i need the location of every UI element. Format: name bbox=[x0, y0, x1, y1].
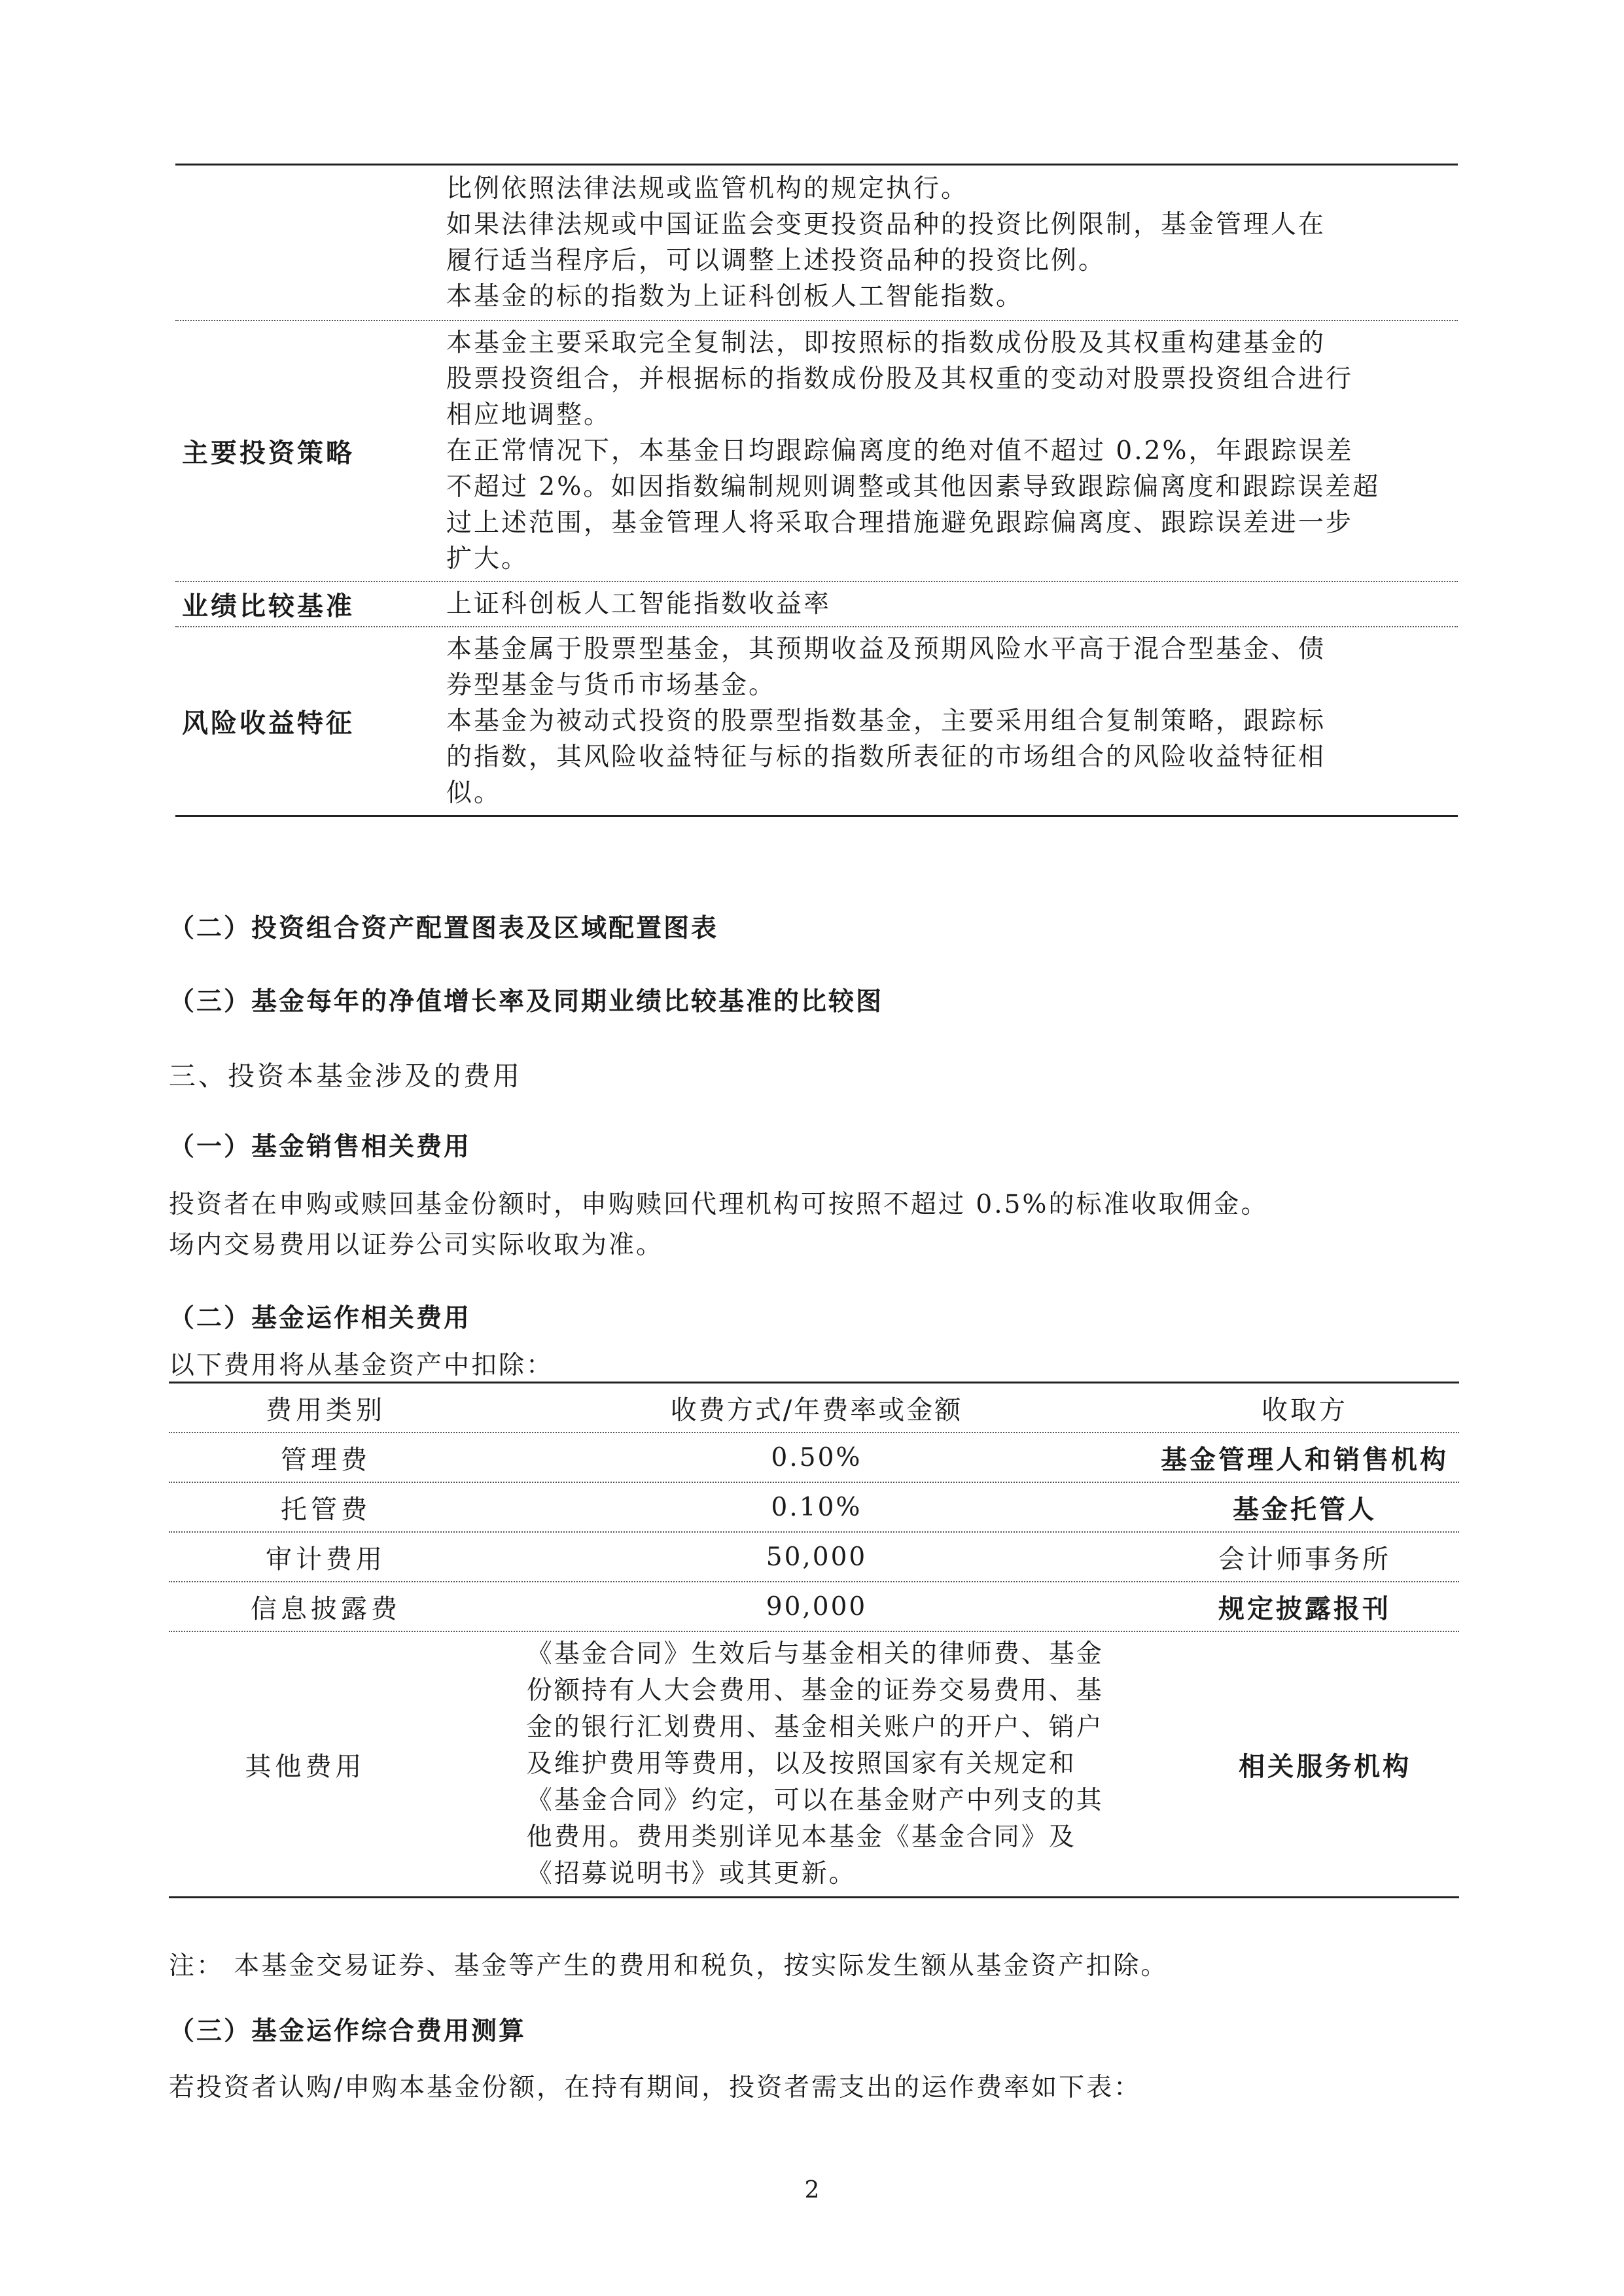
description-line: 《招募说明书》或其更新。 bbox=[526, 1859, 856, 1888]
row-label: 主要投资策略 bbox=[182, 438, 355, 468]
fee-table bbox=[169, 1382, 1459, 1898]
fee-amount: 0.50% bbox=[771, 1442, 862, 1472]
fee-payee: 会计师事务所 bbox=[1218, 1544, 1391, 1574]
paragraph-line: 如果法律法规或中国证监会变更投资品种的投资比例限制，基金管理人在 bbox=[446, 210, 1326, 239]
fee-payee: 相关服务机构 bbox=[1239, 1751, 1412, 1782]
paragraph-line: 股票投资组合，并根据标的指数成份股及其权重的变动对股票投资组合进行 bbox=[446, 364, 1354, 394]
description-line: 份额持有人大会费用、基金的证券交易费用、基 bbox=[526, 1676, 1104, 1705]
description-line: 《基金合同》约定，可以在基金财产中列支的其 bbox=[526, 1786, 1104, 1815]
paragraph-line: 过上述范围，基金管理人将采取合理措施避免跟踪偏离度、跟踪误差进一步 bbox=[446, 508, 1354, 538]
body-text: 场内交易费用以证券公司实际收取为准。 bbox=[169, 1230, 664, 1260]
fee-category: 托管费 bbox=[281, 1494, 371, 1525]
fee-category: 信息披露费 bbox=[251, 1593, 401, 1624]
row-content bbox=[438, 582, 1458, 626]
paragraph-line: 在正常情况下，本基金日均跟踪偏离度的绝对值不超过 0.2%，年跟踪误差 bbox=[446, 436, 1354, 466]
section-heading: （二）投资组合资产配置图表及区域配置图表 bbox=[169, 914, 719, 943]
section-heading: （二）基金运作相关费用 bbox=[169, 1304, 472, 1333]
description-line: 金的银行汇划费用、基金相关账户的开户、销户 bbox=[526, 1713, 1104, 1742]
fee-category: 管理费 bbox=[281, 1444, 371, 1475]
fee-amount: 0.10% bbox=[771, 1492, 862, 1522]
table-row bbox=[169, 1433, 1459, 1483]
fee-description bbox=[442, 1636, 1192, 1892]
paragraph-line: 似。 bbox=[446, 778, 502, 808]
paragraph-line: 比例依照法律法规或监管机构的规定执行。 bbox=[446, 174, 969, 203]
chapter-heading: 三、投资本基金涉及的费用 bbox=[169, 1060, 522, 1092]
section-heading: （一）基金销售相关费用 bbox=[169, 1132, 472, 1162]
description-line: 他费用。费用类别详见本基金《基金合同》及 bbox=[526, 1822, 1076, 1852]
description-line: 《基金合同》生效后与基金相关的律师费、基金 bbox=[526, 1639, 1104, 1669]
fee-payee: 基金托管人 bbox=[1233, 1494, 1377, 1525]
table-row bbox=[169, 1632, 1459, 1896]
row-label: 业绩比较基准 bbox=[182, 591, 355, 621]
row-label: 风险收益特征 bbox=[182, 708, 355, 739]
row-content bbox=[438, 321, 1458, 581]
table-note: 注： 本基金交易证券、基金等产生的费用和税负，按实际发生额从基金资产扣除。 bbox=[169, 1951, 1169, 1981]
table-row bbox=[175, 321, 1458, 582]
fee-category: 其他费用 bbox=[245, 1751, 366, 1782]
body-text: 以下费用将从基金资产中扣除： bbox=[169, 1351, 554, 1380]
paragraph-line: 本基金属于股票型基金，其预期收益及预期风险水平高于混合型基金、债 bbox=[446, 635, 1326, 664]
table-row bbox=[175, 582, 1458, 627]
column-header: 收取方 bbox=[1262, 1395, 1348, 1425]
table-header-row bbox=[169, 1383, 1459, 1433]
paragraph-line: 相应地调整。 bbox=[446, 400, 612, 430]
section-heading: （三）基金运作综合费用测算 bbox=[169, 2017, 527, 2046]
table-row bbox=[169, 1483, 1459, 1533]
row-content bbox=[438, 165, 1458, 320]
paragraph-line: 本基金的标的指数为上证科创板人工智能指数。 bbox=[446, 282, 1024, 311]
description-line: 及维护费用等费用，以及按照国家有关规定和 bbox=[526, 1749, 1076, 1779]
table-row bbox=[169, 1533, 1459, 1582]
fee-category: 审计费用 bbox=[266, 1544, 386, 1574]
fee-amount: 90,000 bbox=[766, 1592, 868, 1622]
paragraph-line: 本基金为被动式投资的股票型指数基金，主要采用组合复制策略，跟踪标 bbox=[446, 706, 1326, 736]
table-row bbox=[175, 627, 1458, 815]
table-row bbox=[169, 1582, 1459, 1632]
row-content bbox=[438, 627, 1458, 815]
paragraph-line: 扩大。 bbox=[446, 544, 529, 574]
paragraph-line: 本基金主要采取完全复制法，即按照标的指数成份股及其权重构建基金的 bbox=[446, 328, 1326, 358]
row-label bbox=[175, 165, 438, 320]
body-text: 投资者在申购或赎回基金份额时，申购赎回代理机构可按照不超过 0.5%的标准收取佣金。 bbox=[169, 1190, 1269, 1219]
paragraph-line: 券型基金与货币市场基金。 bbox=[446, 670, 777, 700]
paragraph-line: 不超过 2%。如因指数编制规则调整或其他因素导致跟踪偏离度和跟踪误差超 bbox=[446, 472, 1381, 502]
table-row bbox=[175, 165, 1458, 321]
column-header: 费用类别 bbox=[266, 1395, 386, 1425]
page-number: 2 bbox=[804, 2177, 820, 2204]
paragraph-line: 上证科创板人工智能指数收益率 bbox=[446, 589, 832, 619]
body-text: 若投资者认购/申购本基金份额，在持有期间，投资者需支出的运作费率如下表： bbox=[169, 2073, 1142, 2102]
fee-payee: 规定披露报刊 bbox=[1218, 1593, 1391, 1624]
section-heading: （三）基金每年的净值增长率及同期业绩比较基准的比较图 bbox=[169, 987, 884, 1017]
fund-profile-table bbox=[175, 164, 1458, 817]
fee-payee: 基金管理人和销售机构 bbox=[1161, 1444, 1449, 1475]
fee-amount: 50,000 bbox=[766, 1542, 868, 1572]
column-header: 收费方式/年费率或金额 bbox=[670, 1395, 963, 1425]
paragraph-line: 的指数，其风险收益特征与标的指数所表征的市场组合的风险收益特征相 bbox=[446, 742, 1326, 772]
paragraph-line: 履行适当程序后，可以调整上述投资品种的投资比例。 bbox=[446, 246, 1106, 275]
